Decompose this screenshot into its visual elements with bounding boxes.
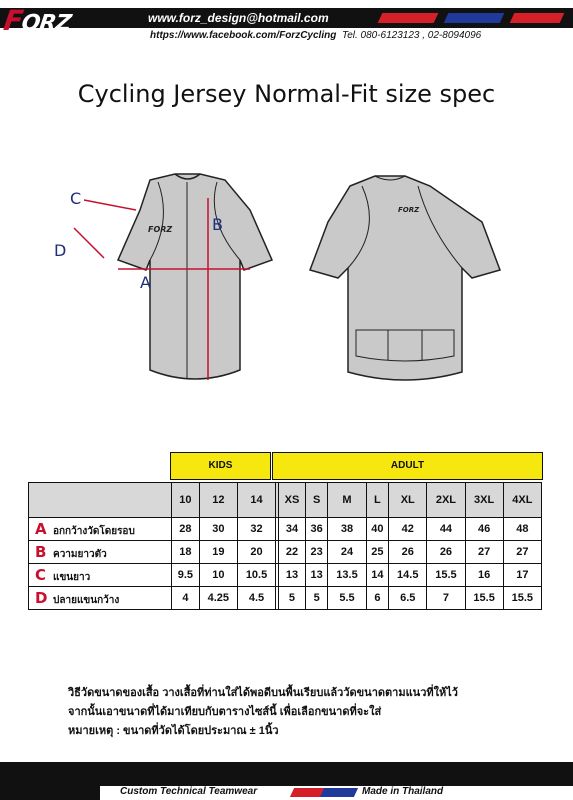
page-header — [0, 0, 573, 48]
table-cell: 38 — [328, 518, 366, 541]
table-cell: 20 — [237, 541, 275, 564]
measurement-notes — [68, 684, 548, 741]
table-cell: 15.5 — [503, 587, 541, 610]
table-cell: 32 — [237, 518, 275, 541]
row-label — [29, 564, 172, 587]
table-corner — [29, 483, 172, 518]
email-text: www.forz_design@hotmail.com — [148, 11, 329, 25]
footer-tagline: Custom Technical Teamwear — [120, 786, 258, 797]
table-cell: 4.25 — [199, 587, 237, 610]
facebook-link-text: https://www.facebook.com/ForzCycling — [150, 30, 337, 41]
size-header: 2XL — [427, 483, 465, 518]
table-cell: 40 — [366, 518, 389, 541]
jersey-logo: FORZ — [398, 206, 420, 214]
logo-rest: ORZ — [19, 11, 73, 36]
jersey-logo: FORZ — [148, 225, 173, 234]
size-header: 10 — [172, 483, 200, 518]
row-label-text: ความยาวตัว — [53, 548, 107, 560]
table-cell: 34 — [279, 518, 306, 541]
table-row — [29, 564, 542, 587]
table-cell: 42 — [389, 518, 427, 541]
red-stripe — [510, 13, 565, 23]
table-cell: 9.5 — [172, 564, 200, 587]
jersey-illustration — [0, 160, 573, 400]
forz-logo — [2, 4, 73, 37]
table-cell: 13.5 — [328, 564, 366, 587]
table-cell: 25 — [366, 541, 389, 564]
row-label — [29, 518, 172, 541]
table-cell: 18 — [172, 541, 200, 564]
row-letter: D — [35, 588, 48, 607]
row-label — [29, 587, 172, 610]
table-cell: 17 — [503, 564, 541, 587]
back-jersey — [310, 176, 500, 380]
table-cell: 14 — [366, 564, 389, 587]
row-label-text: แขนยาว — [53, 571, 91, 583]
table-cell: 13 — [305, 564, 328, 587]
table-cell: 15.5 — [465, 587, 503, 610]
size-header: 12 — [199, 483, 237, 518]
table-row — [29, 587, 542, 610]
table-row — [29, 518, 542, 541]
blue-stripe — [320, 788, 358, 797]
row-letter: B — [35, 542, 47, 561]
measure-label-b: B — [212, 215, 223, 234]
size-header: L — [366, 483, 389, 518]
table-cell: 24 — [328, 541, 366, 564]
table-cell: 26 — [427, 541, 465, 564]
note-line: วิธีวัดขนาดของเสื้อ วางเสื้อที่ท่านใส่ได้พอดีบนพื้นเรียบแล้ววัดขนาดตามแนวที่ให้ไว้ — [68, 687, 458, 699]
size-header: 3XL — [465, 483, 503, 518]
table-cell: 15.5 — [427, 564, 465, 587]
footer-origin: Made in Thailand — [362, 786, 444, 797]
row-label-text: อกกว้างวัดโดยรอบ — [53, 525, 135, 537]
measure-label-a: A — [140, 273, 151, 292]
table-cell: 4.5 — [237, 587, 275, 610]
group-header-kids: KIDS — [170, 452, 271, 480]
size-header: 14 — [237, 483, 275, 518]
size-table-body — [29, 518, 542, 610]
table-cell: 30 — [199, 518, 237, 541]
row-label — [29, 541, 172, 564]
table-cell: 5 — [279, 587, 306, 610]
table-cell: 7 — [427, 587, 465, 610]
table-cell: 4 — [172, 587, 200, 610]
table-cell: 27 — [503, 541, 541, 564]
size-header: S — [305, 483, 328, 518]
table-cell: 28 — [172, 518, 200, 541]
table-cell: 48 — [503, 518, 541, 541]
table-cell: 19 — [199, 541, 237, 564]
table-cell: 36 — [305, 518, 328, 541]
size-header: 4XL — [503, 483, 541, 518]
table-cell: 6.5 — [389, 587, 427, 610]
table-cell: 27 — [465, 541, 503, 564]
table-cell: 6 — [366, 587, 389, 610]
measure-label-c: C — [70, 189, 82, 208]
table-cell: 5 — [305, 587, 328, 610]
size-header: M — [328, 483, 366, 518]
table-cell: 26 — [389, 541, 427, 564]
row-label-text: ปลายแขนกว้าง — [53, 594, 120, 606]
row-letter: C — [35, 565, 47, 584]
table-cell: 22 — [279, 541, 306, 564]
table-cell: 44 — [427, 518, 465, 541]
red-stripe — [378, 13, 439, 23]
page-title: Cycling Jersey Normal-Fit size spec — [77, 80, 496, 108]
row-letter: A — [35, 519, 47, 538]
table-cell: 10.5 — [237, 564, 275, 587]
table-cell: 46 — [465, 518, 503, 541]
size-header: XL — [389, 483, 427, 518]
table-cell: 16 — [465, 564, 503, 587]
size-header-row — [29, 483, 542, 518]
measure-label-d: D — [54, 241, 67, 260]
table-row — [29, 541, 542, 564]
table-cell: 5.5 — [328, 587, 366, 610]
phone-text: Tel. 080-6123123 , 02-8094096 — [342, 30, 482, 41]
table-cell: 23 — [305, 541, 328, 564]
logo-initial: F — [1, 4, 25, 37]
note-line: หมายเหตุ : ขนาดที่วัดได้โดยประมาณ ± 1นิ้ว — [68, 725, 279, 737]
size-header: XS — [279, 483, 306, 518]
note-line: จากนั้นเอาขนาดที่ได้มาเทียบกับตารางไซส์นี้ เพื่อเลือกขนาดที่จะใส่ — [68, 706, 382, 718]
table-cell: 10 — [199, 564, 237, 587]
size-spec-table — [28, 482, 542, 610]
front-jersey — [54, 174, 272, 380]
group-header-adult: ADULT — [272, 452, 543, 480]
table-cell: 14.5 — [389, 564, 427, 587]
table-cell: 13 — [279, 564, 306, 587]
blue-stripe — [444, 13, 505, 23]
